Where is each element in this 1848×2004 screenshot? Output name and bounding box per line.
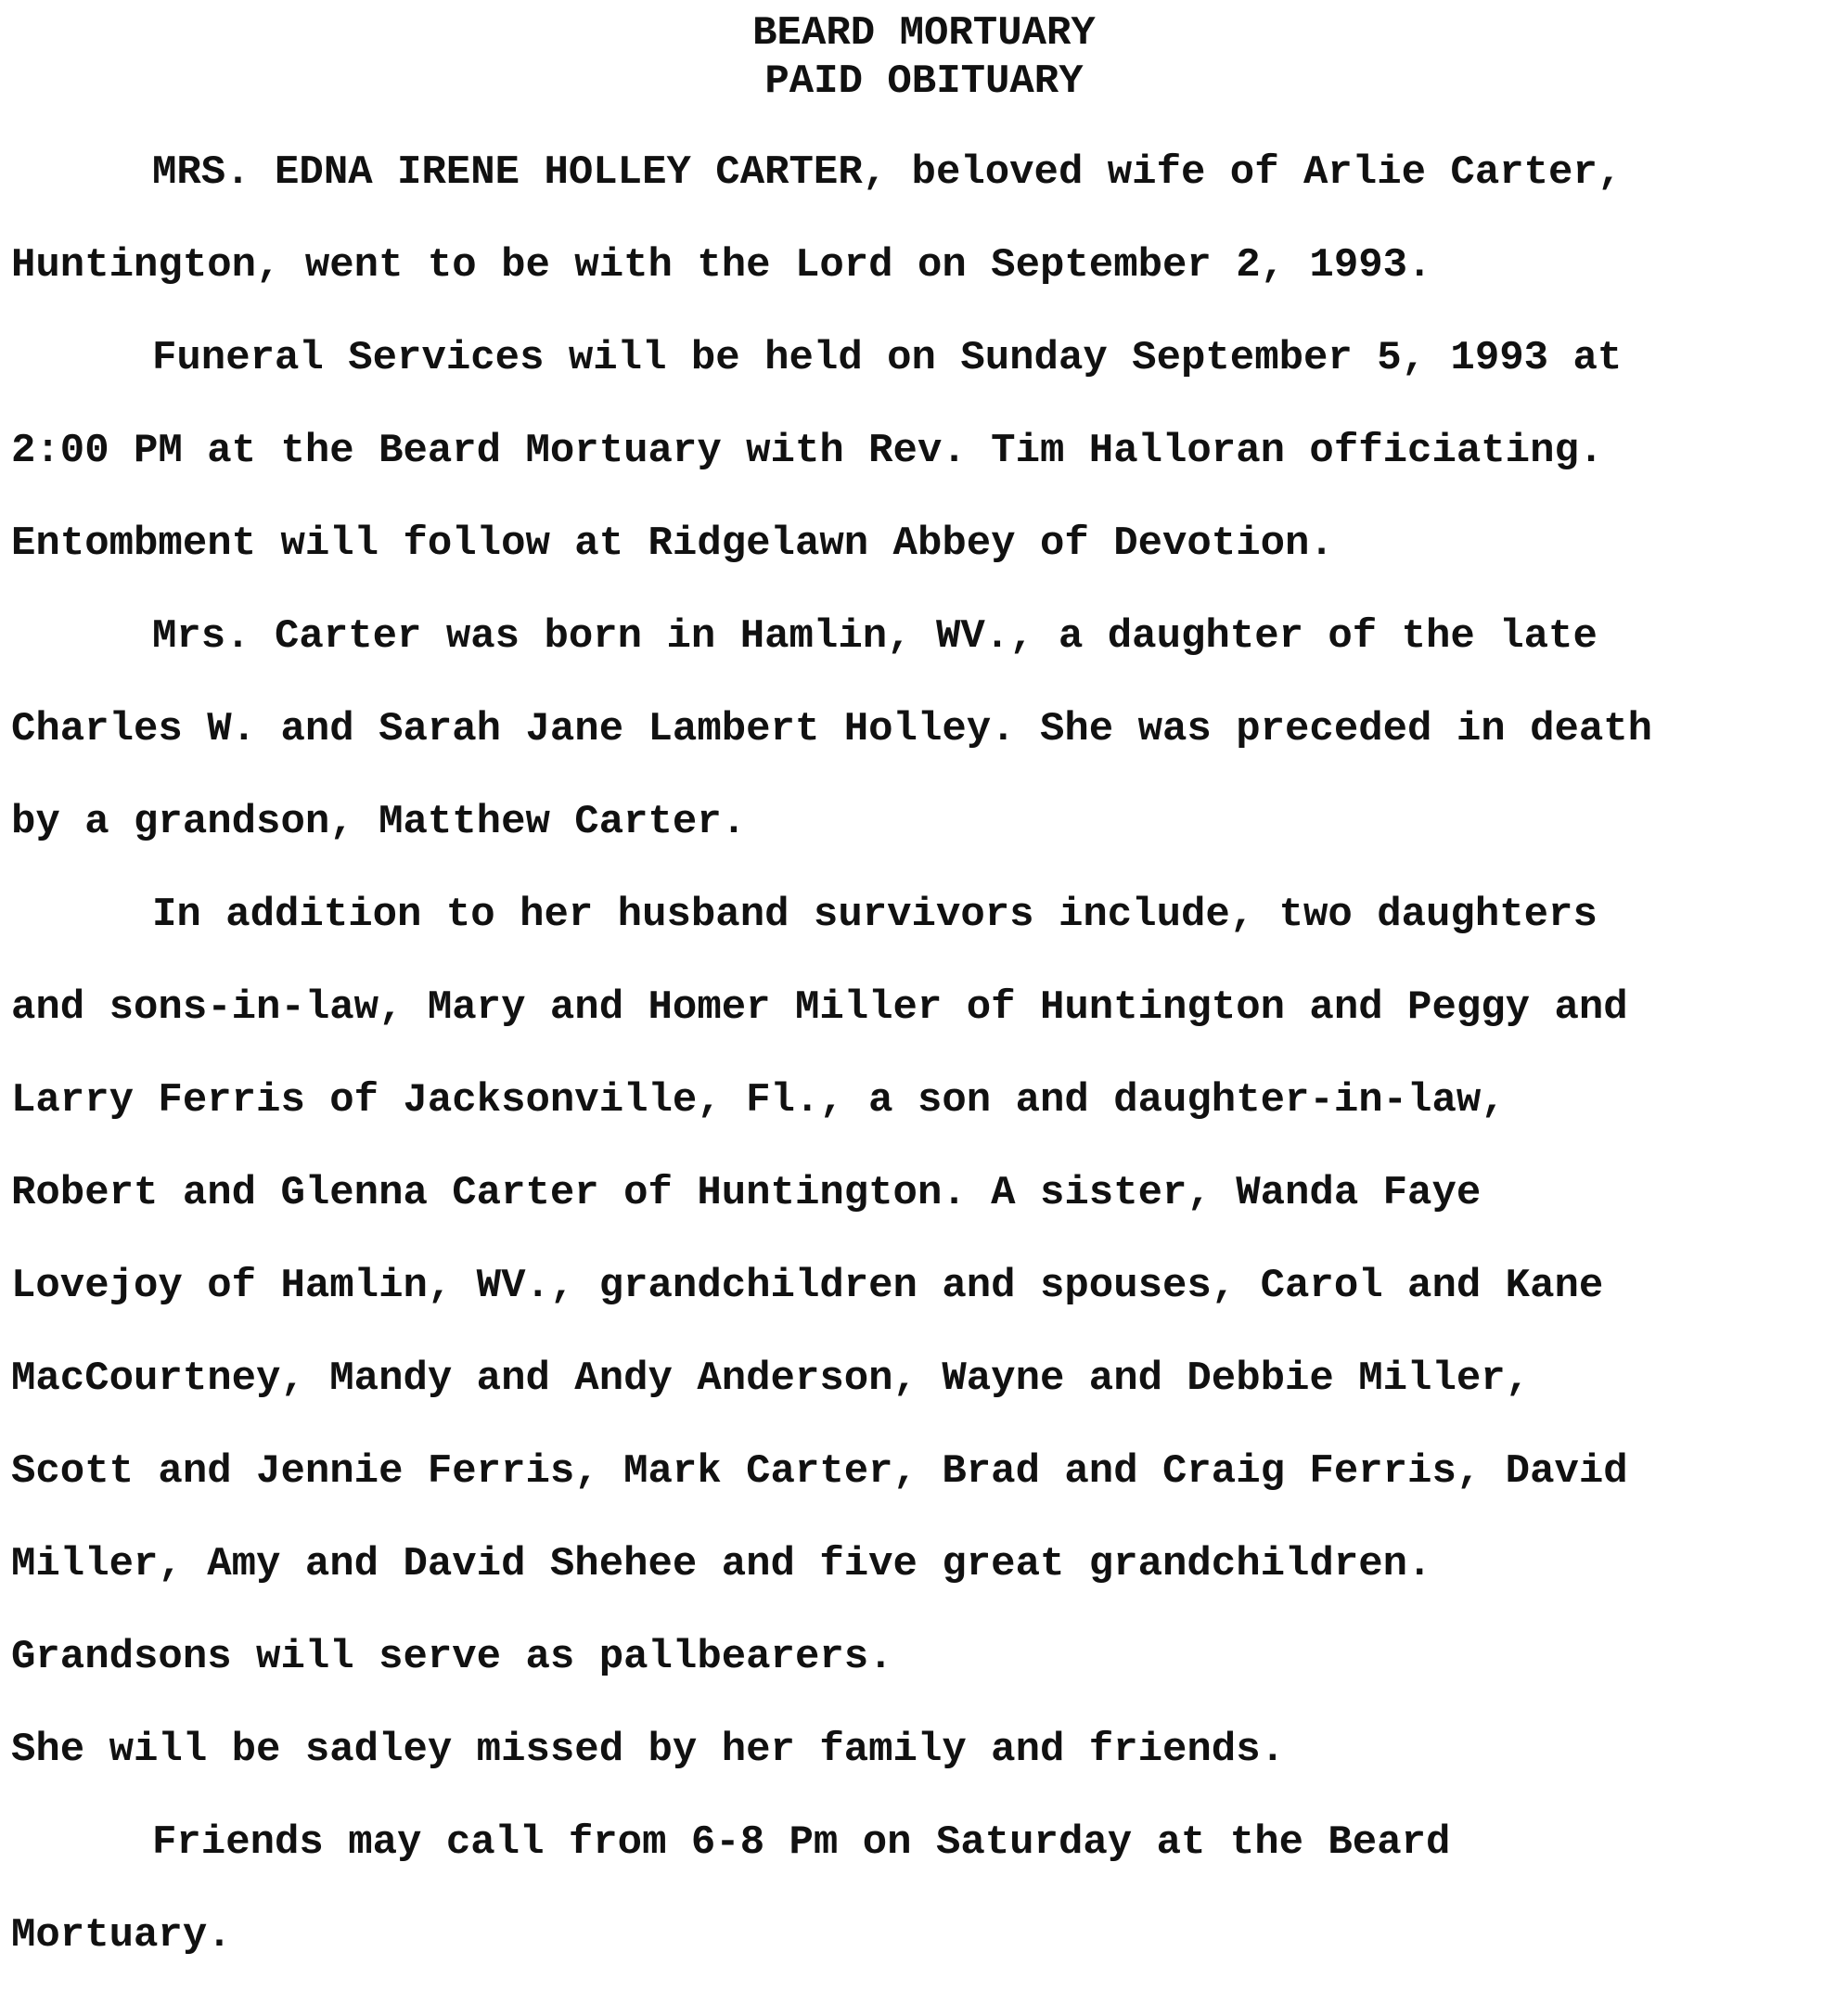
text-line-6: Mrs. Carter was born in Hamlin, WV., a daughter of the late — [152, 613, 1598, 660]
text-line-2: Huntington, went to be with the Lord on September 2, 1993. — [11, 242, 1432, 289]
text-line-12: Robert and Glenna Carter of Huntington. A sister, Wanda Faye — [11, 1170, 1482, 1216]
text-line-7: Charles W. and Sarah Jane Lambert Holley. She was preceded in death — [11, 706, 1653, 752]
text-line-11: Larry Ferris of Jacksonville, Fl., a son and daughter-in-law, — [11, 1077, 1506, 1124]
text-line-13: Lovejoy of Hamlin, WV., grandchildren and spouses, Carol and Kane — [11, 1263, 1604, 1309]
paid-obituary-heading: PAID OBITUARY — [764, 58, 1084, 105]
text-line-1: MRS. EDNA IRENE HOLLEY CARTER, beloved wife of Arlie Carter, — [152, 149, 1623, 196]
text-line-20: Mortuary. — [11, 1912, 232, 1959]
text-line-19: Friends may call from 6-8 Pm on Saturday at the Beard — [152, 1819, 1451, 1866]
text-line-10: and sons-in-law, Mary and Homer Miller of Huntington and Peggy and — [11, 984, 1628, 1031]
text-line-18: She will be sadley missed by her family and friends. — [11, 1727, 1286, 1773]
text-line-14: MacCourtney, Mandy and Andy Anderson, Wayne and Debbie Miller, — [11, 1355, 1531, 1402]
text-line-17: Grandsons will serve as pallbearers. — [11, 1634, 893, 1680]
text-line-15: Scott and Jennie Ferris, Mark Carter, Brad and Craig Ferris, David — [11, 1448, 1628, 1495]
text-line-5: Entombment will follow at Ridgelawn Abbey of Devotion. — [11, 520, 1334, 567]
text-line-3: Funeral Services will be held on Sunday September 5, 1993 at — [152, 335, 1623, 381]
mortuary-name-heading: BEARD MORTUARY — [752, 10, 1096, 57]
text-line-4: 2:00 PM at the Beard Mortuary with Rev. Tim Halloran officiating. — [11, 428, 1604, 474]
text-line-8: by a grandson, Matthew Carter. — [11, 799, 747, 845]
text-line-16: Miller, Amy and David Shehee and five great grandchildren. — [11, 1541, 1432, 1587]
text-line-9: In addition to her husband survivors include, two daughters — [152, 892, 1598, 938]
